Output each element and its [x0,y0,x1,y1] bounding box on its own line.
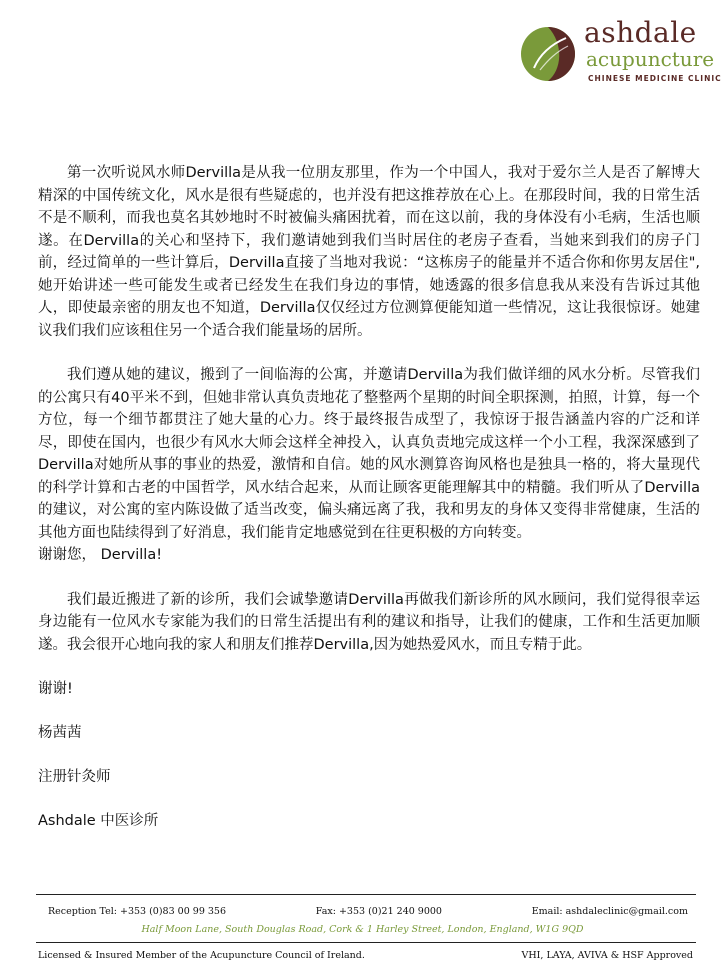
letter-paragraph-2: 我们遵从她的建议，搬到了一间临海的公寓，并邀请Dervilla为我们做详细的风水分析。尽管我们的公寓只有40平米不到，但她非常认真负责地花了整整两个星期的时间全职探测，拍照，计算，每一个方位，每一个细节都贯注了她大量的心力。终于最终报告成型了，我惊讶于报告涵盖内容的广泛和详尽，即使在国内，也很少有风水大师会这样全神投入，认真负责地完成这样一个小工程，我深深感到了Dervilla对她所从事的事业的热爱，激情和自信。她的风水测算咨询风格也是独具一格的，将大量现代的科学计算和古老的中国哲学，风水结合起来，从而让顾客更能理解其中的精髓。我们听从了Dervilla的建议，对公寓的室内陈设做了适当改变，偏头痛远离了我，我和男友的身体又变得非常健康，生活的其他方面也陆续得到了好消息，我们能肯定地感觉到在往更积极的方向转变。 [38,367,700,541]
clinic-logo [518,16,722,86]
signer-title: 注册针灸师 [38,769,111,785]
thanks-line: 谢谢! [38,681,73,697]
letter-paragraph-4: 我们最近搬进了新的诊所，我们会诚挚邀请Dervilla再做我们新诊所的风水顾问，我们觉得很幸运身边能有一位风水专家能为我们的日常生活提出有利的建议和指导，让我们的健康，工作和生活更加顺遂。我会很开心地向我的家人和朋友们推荐Dervilla,因为她热爱风水，而且专精于此。 [38,591,700,653]
leaf-logo-icon [518,24,578,84]
email-address: Email: ashdaleclinic@gmail.com [531,906,688,917]
footer-address: Half Moon Lane, South Douglas Road, Cork & 1 Harley Street, London, England, W1G 9QD [141,924,584,935]
license-statement: Licensed & Insured Member of the Acupuncture Council of Ireland. [38,950,365,961]
letter-paragraph-1: 第一次听说风水师Dervilla是从我一位朋友那里，作为一个中国人，我对于爱尔兰人是否了解博大精深的中国传统文化，风水是很有些疑虑的，也并没有把这推荐放在心上。在那段时间，我的日常生活不是不顺利，而我也莫名其妙地时不时被偏头痛困扰着，而在这以前，我的身体没有小毛病，生活也顺遂。在Dervilla的关心和坚持下，我们邀请她到我们当时居住的老房子查看，当她来到我们的房子门前，经过简单的一些计算后，Dervilla直接了当地对我说：“这栋房子的能量并不适合你和你男友居住", 她开始讲述一些可能发生或者已经发生在我们身边的事情，她透露的很多信息我从来没有告诉过其他人，即使最亲密的朋友也不知道，Dervilla仅仅经过方位测算便能知道一些情况，这让我很惊讶。她建议我们我们应该租住另一个适合我们能量场的居所。 [38,165,700,339]
insurance-approved: VHI, LAYA, AVIVA & HSF Approved [521,950,693,961]
footer-divider-top [36,894,696,895]
signer-name: 杨茜茜 [38,725,82,741]
footer-contact [48,906,688,917]
reception-phone: Reception Tel: +353 (0)83 00 99 356 [48,906,227,917]
logo-name: ashdale [584,16,697,49]
letter-paragraph-3: 谢谢您， Dervilla! [38,547,163,563]
footer-divider-bottom [36,942,696,943]
fax-number: Fax: +353 (0)21 240 9000 [315,906,442,917]
letter-body [38,162,700,854]
logo-subtitle: acupuncture [586,47,715,71]
logo-clinic-label: CHINESE MEDICINE CLINIC [588,74,722,83]
signer-clinic: Ashdale 中医诊所 [38,813,159,829]
footer-bottom [38,950,693,961]
